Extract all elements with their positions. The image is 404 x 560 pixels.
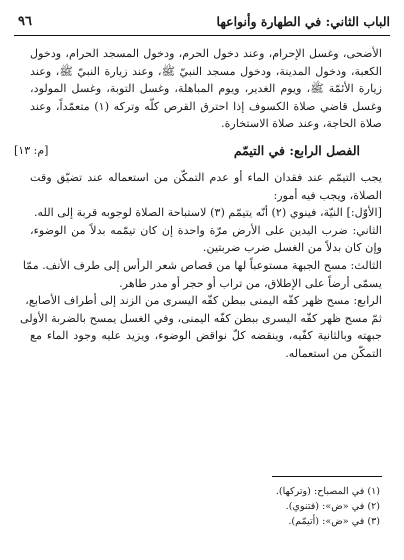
text-line: الرابع: مسح ظهر كفّه اليمنى ببطن كفّه اليسرى من الزند إلى أطراف الأصابع، [25,294,382,308]
text-line: وغسل قاضي صلاة الكسوف إذا احترق القرص كلّه وتركه (١) متعمّداً، وعند [30,99,382,113]
section-heading [14,141,382,165]
text-line: يسمّى أرضاً على الإطلاق، من تراب أو حجر أو مدر طاهر. [119,276,382,290]
footnote: (٣) في «ض»: (أتيمّم). [288,516,380,527]
text-line: الكعبة، ودخول المدينة، ودخول مسجد النبيّ ﷺ، وعند زيارة النبيّ ﷺ، وعند [30,64,382,78]
page-number: ٩٦ [18,14,32,29]
text-line: يجب التيمّم عند فقدان الماء أو عدم التمكّن من استعماله عند تضيّق وقت [30,170,382,184]
footnote-rule [272,476,382,477]
section-reference: [م: ١٣] [14,143,49,157]
section-title: الفصل الرابع: في التيمّم [233,142,360,158]
list-item [19,292,382,362]
text-line: الثالث: مسح الجبهة مستوعباً لها من قصاص شعر الرأس إلى طرف الأنف. ممّا [22,258,382,272]
footnote: (١) في المصباح: (وتركها). [275,486,380,497]
text-line: الثاني: ضرب اليدين على الأرض مرّة واحدة إن كان تيمّمه بدلاً من الوضوء، [30,223,382,237]
list-item [30,222,382,257]
list-item [22,257,382,292]
text-line: صلاة الحاجة، وعند صلاة الاستخارة. [221,117,382,131]
list-item: [الأوّل:] النيّة، فينوي (٢) أنّه يتيمّم (٣) لاستباحة الصلاة لوجوبه قربة إلى الله. [33,206,382,220]
page-header [14,12,390,36]
text-line: التمكّن من استعماله. [285,346,382,360]
text-line: جبهته وبالثانية كفّيه، وينقضه كلّ نواقض الوضوء، ويزيد عليه وجود الماء مع [30,329,382,343]
text-line: زيارة الأئمّة ﷺ، ويوم الغدير، ويوم المباهلة، وغسل التوبة، وغسل المولود، [30,82,382,96]
text-line: وإن كان بدلاً من الغسل ضرب ضربتين. [202,241,382,255]
footnotes [30,484,380,529]
text-line: الأضحى، وغسل الإحرام، وعند دخول الحرم، ودخول المسجد الحرام، ودخول [30,47,382,60]
main-text [14,45,382,363]
paragraph [30,45,382,133]
text-line: ثمّ مسح ظهر كفّه اليسرى ببطن كفّه اليمنى، وفي الغسل يمسح بالضربة الأولى [19,311,382,325]
paragraph [30,169,382,204]
header-rule [14,35,390,36]
chapter-title: الباب الثاني: في الطهارة وأنواعها [216,14,390,29]
text-line: الصلاة، ويجب فيه أمور: [273,188,382,202]
footnote: (٢) في «ض»: (فتنوي). [285,501,380,512]
